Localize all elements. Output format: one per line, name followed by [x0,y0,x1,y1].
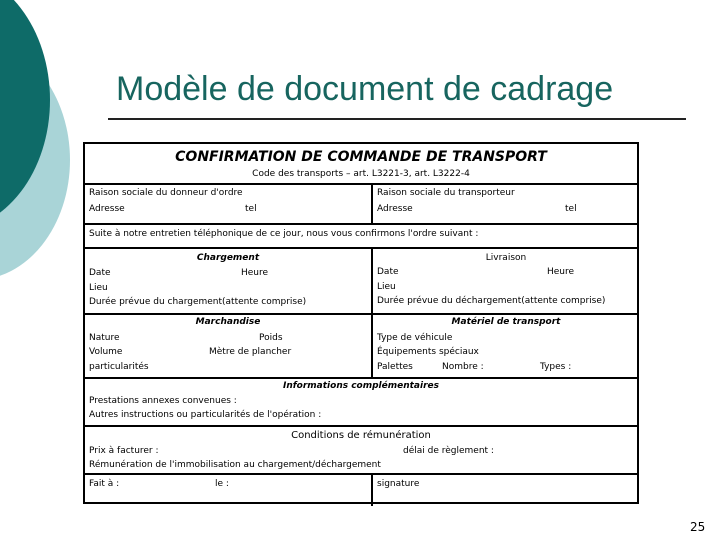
conditions-title: Conditions de rémunération [291,430,431,441]
materiel-palettes: Palettes [377,362,413,372]
chargement-duree: Durée prévue du chargement(attente comprise) [89,297,307,307]
chargement-lieu: Lieu [89,283,108,293]
chargement-date: Date [89,268,111,278]
footer-signature: signature [377,479,420,489]
page-number: 25 [690,520,706,534]
marchandise-metre: Mètre de plancher [209,347,292,357]
form-heading: CONFIRMATION DE COMMANDE DE TRANSPORT [175,149,547,165]
donneur-raison: Raison sociale du donneur d'ordre [89,188,243,198]
livraison-date: Date [377,267,399,277]
title-divider [108,118,686,120]
footer-fait: Fait à : [89,479,120,489]
transporteur-raison: Raison sociale du transporteur [377,188,515,198]
chargement-title: Chargement [196,253,260,263]
livraison-title: Livraison [485,253,527,263]
materiel-equipements: Équipements spéciaux [377,347,479,357]
materiel-title: Matériel de transport [451,317,561,327]
slide-title: Modèle de document de cadrage [116,70,614,108]
infos-autres: Autres instructions ou particularités de l'opération : [89,410,322,420]
donneur-adresse: Adresse [89,204,125,214]
livraison-heure: Heure [547,267,575,277]
livraison-duree: Durée prévue du déchargement(attente comprise) [377,296,606,306]
chargement-heure: Heure [241,268,269,278]
form-subheading: Code des transports – art. L3221-3, art. L3222-4 [252,169,470,179]
donneur-tel: tel [245,204,257,214]
transporteur-adresse: Adresse [377,204,413,214]
marchandise-title: Marchandise [195,317,261,327]
conditions-prix: Prix à facturer : [89,446,159,456]
footer-le: le : [215,479,229,489]
intro-text: Suite à notre entretien téléphonique de ce jour, nous vous confirmons l'ordre suivant : [89,229,479,239]
materiel-type: Type de véhicule [377,333,453,343]
livraison-lieu: Lieu [377,282,396,292]
marchandise-poids: Poids [259,333,283,343]
infos-title: Informations complémentaires [283,381,439,391]
marchandise-nature: Nature [89,333,120,343]
marchandise-particularites: particularités [89,362,149,372]
marchandise-volume: Volume [89,347,123,357]
transporteur-tel: tel [565,204,577,214]
conditions-remuneration: Rémunération de l'immobilisation au chargement/déchargement [89,460,381,470]
materiel-types: Types : [540,362,572,372]
infos-prestations: Prestations annexes convenues : [89,396,237,406]
transport-order-form [83,142,639,504]
conditions-delai: délai de règlement : [403,446,494,456]
materiel-nombre: Nombre : [442,362,484,372]
